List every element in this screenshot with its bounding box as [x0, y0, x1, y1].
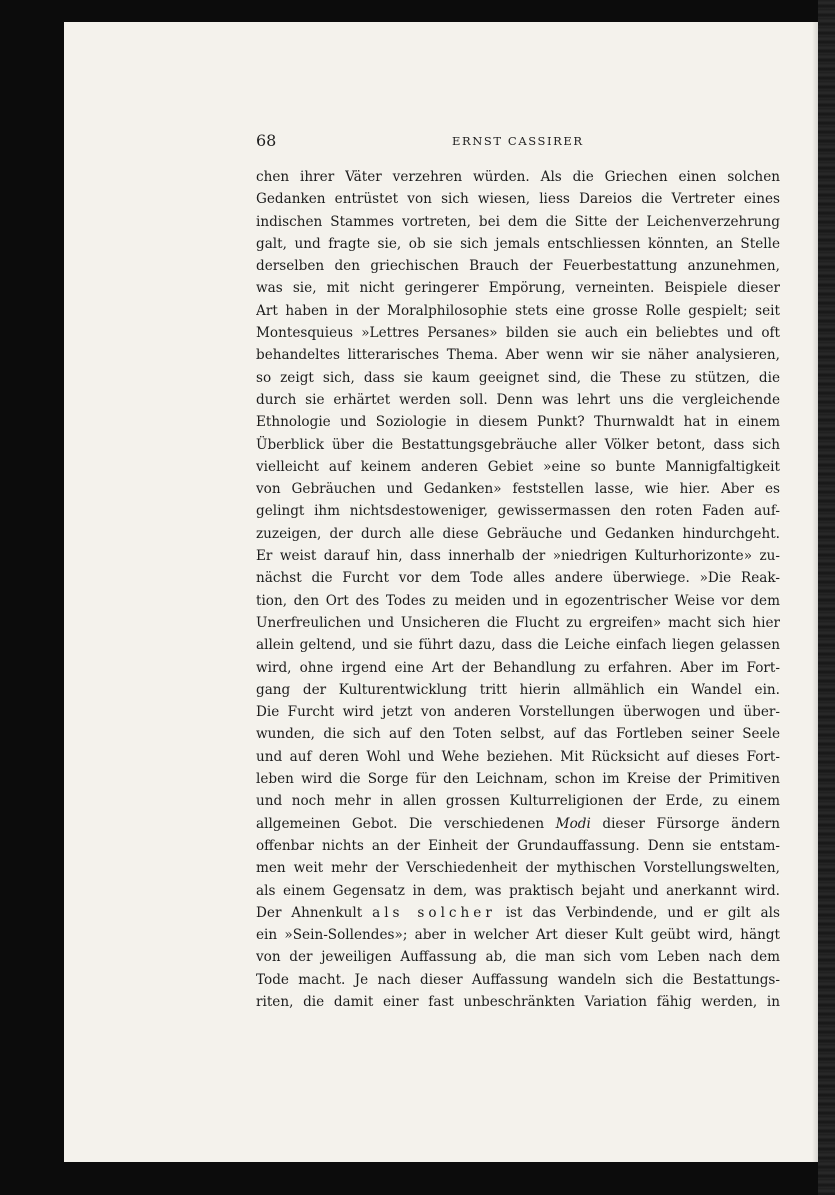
text-line: Gedanken entrüstet von sich wiesen, liess Dareios die Vertreter eines — [256, 191, 780, 208]
text-line: indischen Stammes vortreten, bei dem die Sitte der Leichenverzehrung — [256, 213, 780, 230]
running-header — [256, 131, 780, 155]
text-line: was sie, mit nicht geringerer Empörung, verneinten. Beispiele dieser — [256, 280, 780, 297]
text-line: Art haben in der Moralphilosophie stets eine grosse Rolle gespielt; seit — [256, 302, 780, 319]
text-line: galt, und fragte sie, ob sie sich jemals entschliessen könnten, an Stelle — [256, 235, 780, 252]
text-segment: allgemeinen Gebot. Die verschiedenen — [256, 815, 556, 832]
text-line: riten, die damit einer fast unbeschränkten Variation fähig werden, in — [256, 993, 780, 1010]
text-line: Montesquieus »Lettres Persanes» bilden sie auch ein beliebtes und oft — [256, 325, 780, 342]
text-line: wunden, die sich auf den Toten selbst, auf das Fortleben seiner Seele — [256, 726, 780, 743]
text-line: nächst die Furcht vor dem Tode alles andere überwiege. »Die Reak- — [256, 570, 780, 587]
text-line: offenbar nichts an der Einheit der Grundauffassung. Denn sie entstam- — [256, 837, 780, 854]
text-line: allein geltend, und sie führt dazu, dass die Leiche einfach liegen gelassen — [256, 637, 780, 654]
text-line: zuzeigen, der durch alle diese Gebräuche und Gedanken hindurchgeht. — [256, 525, 780, 542]
text-line: so zeigt sich, dass sie kaum geeignet sind, die These zu stützen, die — [256, 369, 780, 386]
text-line: vielleicht auf keinem anderen Gebiet »eine so bunte Mannigfaltigkeit — [256, 458, 780, 475]
running-title: ERNST CASSIRER — [452, 134, 584, 148]
text-line: ein »Sein-Sollendes»; aber in welcher Art dieser Kult geübt wird, hängt — [256, 927, 780, 944]
text-line: durch sie erhärtet werden soll. Denn was lehrt uns die vergleichende — [256, 391, 780, 408]
text-line: Überblick über die Bestattungsgebräuche aller Völker betont, dass sich — [256, 436, 780, 453]
book-spine-edge — [818, 0, 835, 1195]
text-line: und auf deren Wohl und Wehe beziehen. Mit Rücksicht auf dieses Fort- — [256, 748, 780, 765]
text-line: leben wird die Sorge für den Leichnam, schon im Kreise der Primitiven — [256, 771, 780, 788]
text-line: Die Furcht wird jetzt von anderen Vorstellungen überwogen und über- — [256, 704, 780, 721]
text-segment: dieser Fürsorge ändern — [590, 815, 780, 832]
letterspaced-emphasis: als solcher — [372, 904, 496, 921]
text-line: gang der Kulturentwicklung tritt hierin allmählich ein Wandel ein. — [256, 681, 780, 698]
text-segment: ist das Verbindende, und er gilt als — [495, 904, 780, 921]
text-line: gelingt ihm nichtsdestoweniger, gewissermassen den roten Faden auf- — [256, 503, 780, 520]
body-text — [256, 166, 780, 1013]
text-line — [256, 813, 780, 835]
text-line: von der jeweiligen Auffassung ab, die man sich vom Leben nach dem — [256, 949, 780, 966]
text-line: Er weist darauf hin, dass innerhalb der »niedrigen Kulturhorizonte» zu- — [256, 548, 780, 565]
page-number: 68 — [256, 131, 277, 150]
text-line: Ethnologie und Soziologie in diesem Punkt? Thurnwaldt hat in einem — [256, 414, 780, 431]
text-line — [256, 902, 780, 924]
text-line: als einem Gegensatz in dem, was praktisch bejaht und anerkannt wird. — [256, 882, 780, 899]
text-segment: Der Ahnenkult — [256, 904, 373, 921]
text-line: von Gebräuchen und Gedanken» feststellen lasse, wie hier. Aber es — [256, 481, 780, 498]
text-line: behandeltes litterarisches Thema. Aber wenn wir sie näher analysieren, — [256, 347, 780, 364]
text-line: men weit mehr der Verschiedenheit der mythischen Vorstellungswelten, — [256, 860, 780, 877]
text-line: Unerfreulichen und Unsicheren die Flucht zu ergreifen» macht sich hier — [256, 614, 780, 631]
text-line: tion, den Ort des Todes zu meiden und in egozentrischer Weise vor dem — [256, 592, 780, 609]
text-line: derselben den griechischen Brauch der Feuerbestattung anzunehmen, — [256, 258, 780, 275]
text-line: wird, ohne irgend eine Art der Behandlung zu erfahren. Aber im Fort- — [256, 659, 780, 676]
text-line: und noch mehr in allen grossen Kulturreligionen der Erde, zu einem — [256, 793, 780, 810]
text-line: chen ihrer Väter verzehren würden. Als die Griechen einen solchen — [256, 169, 780, 185]
italic-term: Modi — [555, 815, 591, 832]
text-line: Tode macht. Je nach dieser Auffassung wandeln sich die Bestattungs- — [256, 971, 780, 988]
